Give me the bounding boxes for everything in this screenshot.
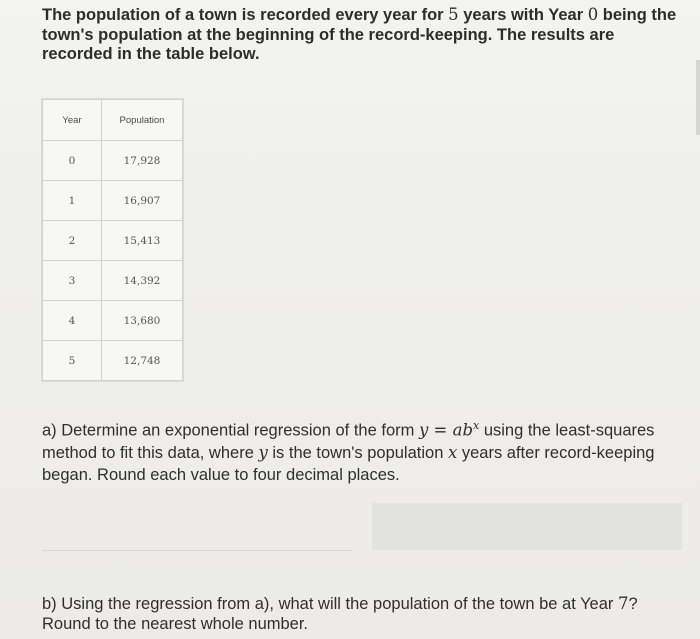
years-count: 5 <box>448 5 459 24</box>
population-header: Population <box>102 100 183 141</box>
math-exponent-x: x <box>473 419 480 432</box>
table-row <box>43 141 183 181</box>
table-row <box>43 301 183 341</box>
problem-intro <box>42 5 677 65</box>
math-y-variable: y <box>258 442 268 462</box>
population-table <box>42 99 183 381</box>
year-header: Year <box>43 100 102 141</box>
year-zero: 0 <box>587 5 599 24</box>
question-b-text-2: ? Round to the nearest whole number. <box>42 595 638 633</box>
answer-a-input[interactable] <box>372 503 682 550</box>
intro-text-3: being the town's population at the beginning of the record-keeping. The results are recorded in the table below. <box>42 6 677 63</box>
math-ab: ab <box>452 420 474 440</box>
year-cell: 4 <box>43 301 102 341</box>
year-cell: 3 <box>43 261 102 301</box>
year-cell: 1 <box>43 181 102 221</box>
target-year: 7 <box>618 594 629 613</box>
year-cell: 0 <box>43 141 102 181</box>
year-cell: 5 <box>43 341 102 381</box>
math-x-variable: x <box>447 442 458 462</box>
population-cell: 17,928 <box>102 141 183 181</box>
table-header-row <box>43 100 183 141</box>
table-row <box>43 221 183 261</box>
intro-text-1: The population of a town is recorded every year for <box>42 6 449 24</box>
population-cell: 14,392 <box>102 261 183 301</box>
question-b <box>42 594 682 634</box>
page-edge-divider <box>696 60 700 135</box>
intro-text-2: years with Year <box>458 6 588 24</box>
question-a-text-4: years after record-keeping began. Round each value to four decimal places. <box>42 443 655 484</box>
year-cell: 2 <box>43 221 102 261</box>
population-cell: 16,907 <box>102 181 183 221</box>
answer-a-line <box>42 550 352 551</box>
question-a-text-2: using the least-squares method to fit this data, where <box>42 421 655 462</box>
population-cell: 15,413 <box>102 221 183 261</box>
table-row <box>43 341 183 381</box>
question-a-text-3: is the town's population <box>267 443 448 462</box>
table-row <box>43 181 183 221</box>
question-a-text-1: a) Determine an exponential regression of the form <box>42 421 419 440</box>
math-y: y <box>418 420 429 440</box>
math-equals: = <box>428 420 453 440</box>
table-row <box>43 261 183 301</box>
question-a <box>42 415 682 486</box>
population-cell: 13,680 <box>102 301 183 341</box>
population-cell: 12,748 <box>102 341 183 381</box>
question-b-text-1: b) Using the regression from a), what will the population of the town be at Year <box>42 595 618 613</box>
